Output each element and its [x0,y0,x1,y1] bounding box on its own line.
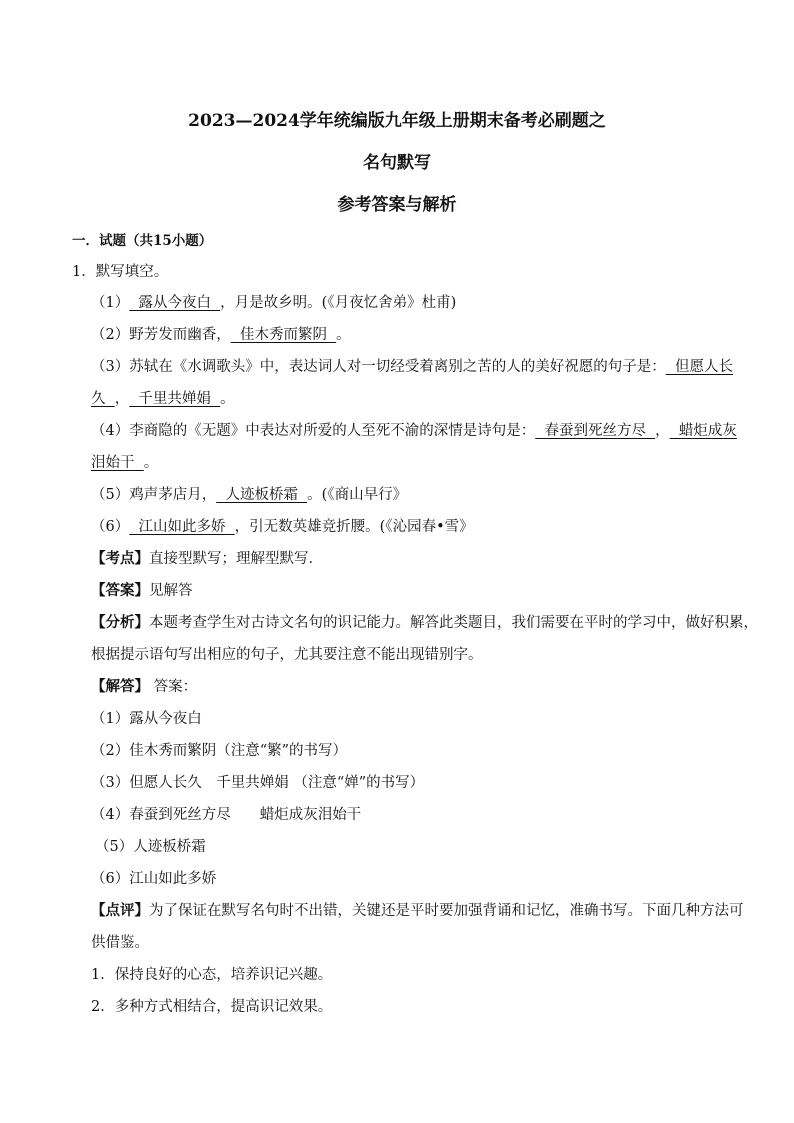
answer-item-6: （6）江山如此多娇 [91,871,217,887]
question-stem: 1．默写填空。 [72,264,169,280]
tip-item-2: 2．多种方式相结合，提高识记效果。 [91,999,333,1015]
doc-title-line1: 2023—2024学年统编版九年级上册期末备考必刷题之 [188,111,606,131]
doc-title-line2: 名句默写 [363,153,431,173]
kaodian-text: 直接型默写；理解型默写． [149,551,323,567]
item-prefix: （5）鸡声茅店月， [91,487,217,503]
kaodian-tag: 【考点】 [91,550,149,567]
answer-blank: 佳木秀而繁阴 [230,327,337,343]
item-prefix: （2）野芳发而幽香， [91,327,231,343]
answer-blank: 但愿人长 [665,359,733,375]
answer-item-5: （5）人迹板桥霜 [95,839,206,855]
answer-blank: 江山如此多娇 [129,519,235,535]
jieda-line [91,677,197,697]
answer-blank: 春蚕到死丝方尽 [535,423,656,439]
doc-title-line3: 参考答案与解析 [337,195,457,215]
answer-blank: 千里共婵娟 [129,391,221,407]
question-item-4 [91,421,737,441]
fenxi-tag: 【分析】 [91,614,149,631]
question-item-3 [91,357,733,377]
answer-blank: 久 [91,391,115,407]
item-suffix: ，月是故乡明。(《月夜忆舍弟》杜甫) [220,295,457,311]
question-item-1 [91,293,456,313]
section-heading: 一．试题（共15小题） [72,233,213,249]
answer-item-4: （4）春蚕到死丝方尽 蜡炬成灰泪始干 [91,807,362,823]
question-item-4-cont [91,453,158,473]
answer-blank: 泪始干 [91,455,144,471]
item-prefix: （6） [91,519,130,535]
jieda-text: 答案： [149,679,198,695]
daan-line [91,581,193,601]
dianping-text: 为了保证在默写名句时不出错，关键还是平时要加强背诵和记忆，准确书写。下面几种方法可 [149,903,744,919]
answer-blank: 人迹板桥霜 [216,487,308,503]
item-prefix: （3）苏轼在《水调歌头》中，表达词人对一切经受着离别之苦的人的美好祝愿的句子是： [91,359,666,375]
daan-tag: 【答案】 [91,582,149,599]
kaodian-line [91,549,323,569]
dianping-line-cont: 供借鉴。 [91,935,149,951]
item-sep: ， [655,423,670,439]
item-suffix: 。 [336,327,351,343]
item-prefix: （4）李商隐的《无题》中表达对所爱的人至死不渝的深情是诗句是： [91,423,536,439]
answer-item-1: （1）露从今夜白 [91,711,202,727]
item-sep: ， [114,391,130,407]
tip-item-1: 1．保持良好的心态，培养识记兴趣。 [91,967,333,983]
answer-item-3: （3）但愿人长久 千里共婵娟 （注意“婵”的书写） [91,775,425,791]
item-prefix: （1） [91,295,130,311]
question-item-3-cont [91,389,235,409]
question-item-2 [91,325,351,345]
item-suffix: 。 [220,391,235,407]
fenxi-line-cont: 根据提示语句写出相应的句子，尤其要注意不能出现错别字。 [91,647,483,663]
item-suffix: ，引无数英雄竞折腰。(《沁园春•雪》 [234,519,474,535]
fenxi-line [91,613,758,633]
daan-text: 见解答 [149,583,193,599]
jieda-tag: 【解答】 [91,678,149,695]
question-item-5 [91,485,407,505]
item-suffix: 。 [143,455,159,471]
dianping-tag: 【点评】 [91,902,149,919]
item-suffix: 。(《商山早行》 [307,487,408,503]
fenxi-text: 本题考查学生对古诗文名句的识记能力。解答此类题目，我们需要在平时的学习中，做好积累， [149,615,758,631]
answer-blank: 蜡炬成灰 [669,423,737,439]
answer-item-2: （2）佳木秀而繁阴（注意“繁”的书写） [91,743,348,759]
answer-blank: 露从今夜白 [129,295,221,311]
question-item-6 [91,517,474,537]
dianping-line [91,901,744,921]
